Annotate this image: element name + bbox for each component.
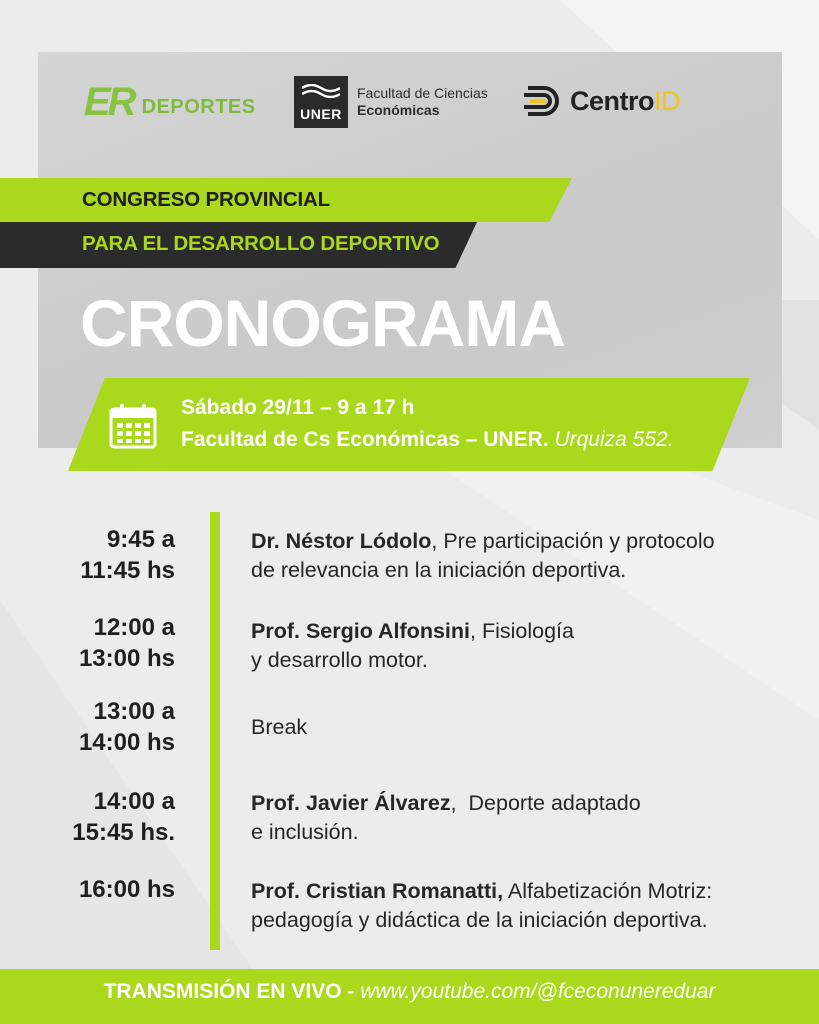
event-venue-address: Urquiza 552. xyxy=(548,428,674,451)
schedule-topic-line2: de relevancia en la iniciación deportiva. xyxy=(251,558,627,582)
uner-faculty-line2: Económicas xyxy=(357,102,440,118)
schedule-topic-line1: , Pre participación y protocolo xyxy=(431,529,715,553)
centro-id-accent: ID xyxy=(654,85,680,116)
schedule-speaker: Prof. Javier Álvarez xyxy=(251,791,451,815)
schedule-time-end: 14:00 hs xyxy=(78,729,175,756)
schedule-speaker: Prof. Cristian Romanatti, xyxy=(251,879,504,903)
uner-faculty-line1: Facultad de Ciencias xyxy=(357,85,488,101)
uner-emblem xyxy=(294,76,348,128)
schedule-description xyxy=(251,877,712,935)
timeline-bar xyxy=(210,512,220,950)
schedule-time-start: 16:00 hs xyxy=(78,876,175,903)
schedule-time-start: 12:00 a xyxy=(93,614,175,641)
page-title: CRONOGRAMA xyxy=(80,286,565,360)
schedule-time xyxy=(79,874,175,905)
schedule-topic-line1: Alfabetización Motriz: xyxy=(503,879,713,903)
schedule-description xyxy=(251,713,307,742)
schedule-speaker: Prof. Sergio Alfonsini xyxy=(251,619,470,643)
schedule-description xyxy=(251,527,715,585)
schedule-time-end: 15:45 hs. xyxy=(72,819,175,846)
centro-id-icon xyxy=(522,84,564,118)
schedule-time-start: 14:00 a xyxy=(93,788,175,815)
schedule-description xyxy=(251,789,641,847)
schedule-topic-line2: e inclusión. xyxy=(251,820,359,844)
centro-id-logo xyxy=(522,84,680,118)
schedule-time-start: 13:00 a xyxy=(93,698,175,725)
schedule-time-start: 9:45 a xyxy=(106,526,175,553)
schedule-time xyxy=(79,696,175,758)
footer-stream-info xyxy=(0,980,819,1004)
schedule-topic-line1: , Deporte adaptado xyxy=(450,791,641,815)
uner-logo xyxy=(294,76,488,128)
schedule-description xyxy=(251,617,574,675)
schedule-topic-line2: pedagogía y didáctica de la iniciación deportiva. xyxy=(251,908,708,932)
er-logo-text: DEPORTES xyxy=(141,95,256,118)
schedule-speaker: Dr. Néstor Lódolo xyxy=(251,529,432,553)
centro-id-main: Centro xyxy=(570,85,654,116)
event-venue-name: Facultad de Cs Económicas – UNER. xyxy=(181,428,549,451)
schedule-topic-line1: , Fisiología xyxy=(470,619,574,643)
er-deportes-logo xyxy=(84,82,256,122)
schedule-time xyxy=(79,612,175,674)
schedule-topic-line1: Break xyxy=(251,715,308,739)
uner-faculty-name xyxy=(357,85,488,119)
schedule-time-end: 13:00 hs xyxy=(78,645,175,672)
calendar-icon xyxy=(108,402,158,450)
schedule-time-end: 11:45 hs xyxy=(80,557,175,584)
event-info-band xyxy=(68,378,750,471)
waves-icon xyxy=(302,84,340,98)
footer-label: TRANSMISIÓN EN VIVO - xyxy=(103,980,355,1003)
banner-title-line2: PARA EL DESARROLLO DEPORTIVO xyxy=(82,232,440,255)
banner-title-line1: CONGRESO PROVINCIAL xyxy=(82,188,330,211)
schedule-time xyxy=(72,786,175,848)
centro-id-wordmark xyxy=(570,86,680,117)
schedule-topic-line2: y desarrollo motor. xyxy=(251,648,428,672)
schedule-time xyxy=(80,524,175,586)
youtube-link[interactable]: www.youtube.com/@fceconunereduar xyxy=(354,980,716,1003)
uner-emblem-label: UNER xyxy=(300,106,342,122)
event-venue xyxy=(181,428,674,452)
event-date: Sábado 29/11 – 9 a 17 h xyxy=(181,396,415,419)
er-logo-mark: ER xyxy=(84,80,134,124)
